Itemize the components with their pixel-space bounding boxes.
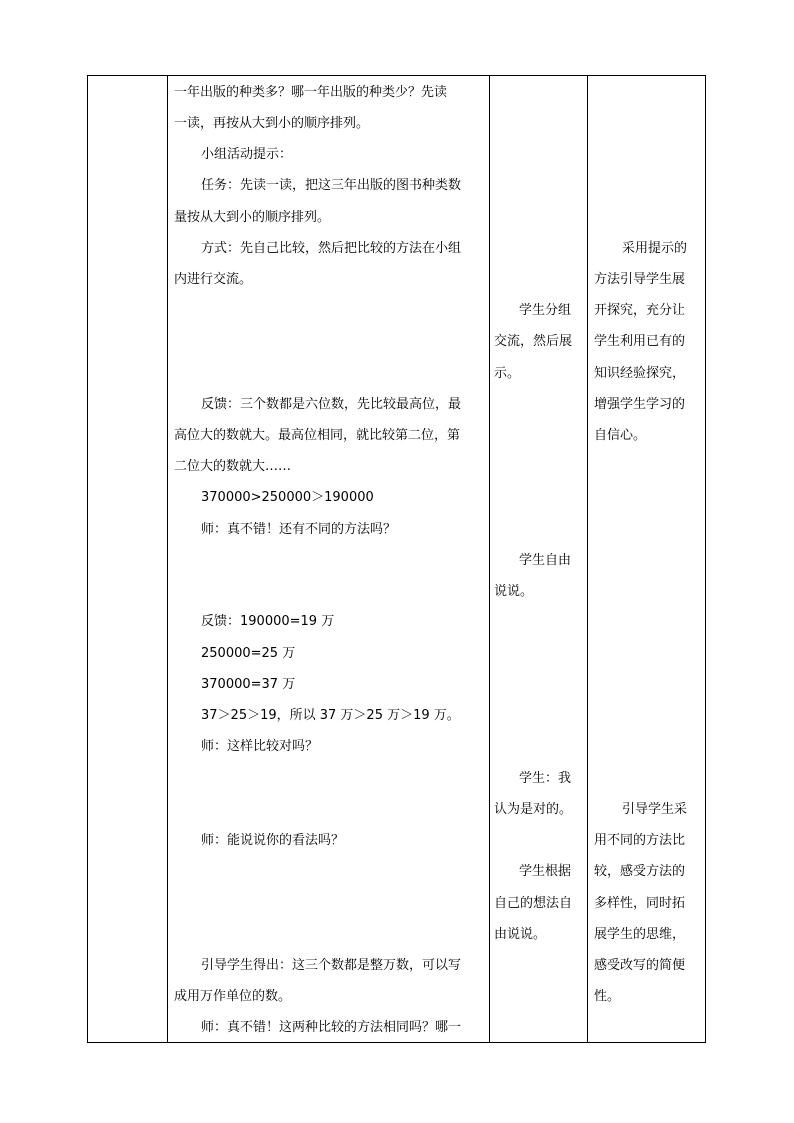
design-line: 性。 [594, 989, 621, 1004]
teacher-line: 一年出版的种类多？哪一年出版的种类少？先读 [174, 85, 448, 100]
teacher-line: 反馈：190000=19 万 [201, 614, 335, 629]
stage-column [88, 76, 167, 1042]
teacher-line: 二位大的数就大…… [174, 459, 292, 474]
teacher-line: 任务：先读一读，把这三年出版的图书种类数 [201, 178, 462, 193]
teacher-line: 师：真不错！这两种比较的方法相同吗？哪一 [201, 1020, 462, 1035]
teacher-line: 反馈：三个数都是六位数，先比较最高位，最 [201, 397, 462, 412]
student-line: 学生根据 [519, 864, 572, 879]
teacher-line: 方式：先自己比较，然后把比较的方法在小组 [201, 241, 462, 256]
student-line: 认为是对的。 [494, 802, 573, 817]
teacher-line: 量按从大到小的顺序排列。 [174, 210, 331, 225]
teacher-line: 37＞25＞19，所以 37 万＞25 万＞19 万。 [201, 708, 460, 723]
teacher-line: 高位大的数就大。最高位相同，就比较第二位，第 [174, 428, 461, 443]
design-line: 增强学生学习的 [594, 397, 686, 412]
lesson-table [87, 75, 706, 1043]
teacher-activity-column [168, 76, 488, 1042]
teacher-line: 师：真不错！还有不同的方法吗？ [201, 522, 397, 537]
teacher-line: 250000=25 万 [201, 646, 296, 661]
student-line: 学生：我 [519, 771, 572, 786]
design-line: 感受改写的简便 [594, 958, 686, 973]
design-line: 知识经验探究， [594, 366, 686, 381]
student-line: 自己的想法自 [494, 896, 573, 911]
design-line: 用不同的方法比 [594, 833, 686, 848]
design-line: 自信心。 [594, 428, 647, 443]
teacher-line: 370000=37 万 [201, 677, 296, 692]
design-line: 采用提示的 [622, 241, 688, 256]
design-intent-column [588, 76, 705, 1042]
student-line: 学生分组 [519, 303, 572, 318]
design-line: 方法引导学生展 [594, 272, 686, 287]
student-line: 示。 [494, 366, 521, 381]
teacher-line: 师：能说说你的看法吗？ [201, 833, 345, 848]
teacher-line: 师：这样比较对吗？ [201, 739, 319, 754]
design-line: 引导学生采 [622, 802, 688, 817]
student-activity-column [490, 76, 586, 1042]
design-line: 展学生的思维， [594, 927, 686, 942]
design-line: 多样性，同时拓 [594, 896, 686, 911]
teacher-line: 一读，再按从大到小的顺序排列。 [174, 116, 370, 131]
teacher-line: 成用万作单位的数。 [174, 989, 292, 1004]
design-line: 学生利用已有的 [594, 334, 686, 349]
teacher-line: 370000>250000＞190000 [201, 490, 374, 505]
student-line: 由说说。 [494, 927, 547, 942]
teacher-line: 引导学生得出：这三个数都是整万数，可以写 [201, 958, 462, 973]
student-line: 说说。 [494, 584, 534, 599]
teacher-line: 小组活动提示： [201, 147, 293, 162]
design-line: 开探究，充分让 [594, 303, 686, 318]
student-line: 学生自由 [519, 553, 572, 568]
design-line: 较，感受方法的 [594, 864, 686, 879]
teacher-line: 内进行交流。 [174, 272, 253, 287]
student-line: 交流，然后展 [494, 334, 573, 349]
